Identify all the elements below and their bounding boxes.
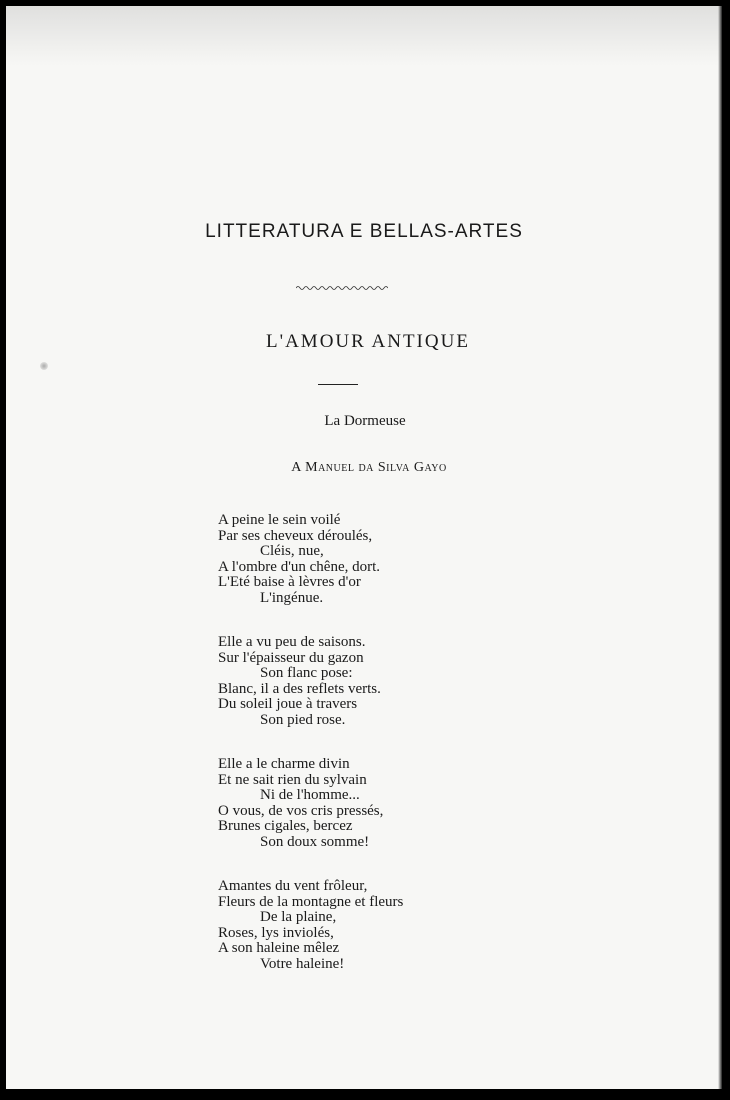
poem-line: L'ingénue.: [260, 589, 324, 606]
paper-speck: [40, 362, 48, 370]
poem-body: [218, 513, 518, 1001]
poem-line: Elle a le charme divin: [218, 756, 350, 772]
book-page: [6, 6, 722, 1089]
poem-line: Cléis, nue,: [260, 543, 324, 559]
poem-line: Votre haleine!: [260, 955, 345, 972]
poem-line: Brunes cigales, bercez: [218, 818, 353, 834]
poem-subtitle: La Dormeuse: [324, 413, 406, 429]
poem-line: Ni de l'homme...: [260, 787, 360, 803]
poem-line: Son doux somme!: [260, 833, 370, 850]
stanza-4: [218, 879, 518, 972]
stanza-3: [218, 757, 518, 850]
poem-line: Son flanc pose:: [260, 665, 353, 681]
poem-line: A son haleine mêlez: [218, 940, 340, 956]
poem-line: Et ne sait rien du sylvain: [218, 771, 367, 788]
wavy-ornament: [296, 284, 388, 292]
poem-line: L'Eté baise à lèvres d'or: [218, 574, 361, 590]
poem-line: Sur l'épaisseur du gazon: [218, 649, 364, 666]
poem-line: Fleurs de la montagne et fleurs: [218, 893, 404, 910]
poem-line: O vous, de vos cris pressés,: [218, 802, 384, 819]
poem-line: Par ses cheveux déroulés,: [218, 527, 373, 544]
poem-line: Amantes du vent frôleur,: [218, 878, 368, 894]
title-rule: [318, 384, 358, 387]
poem-title: L'AMOUR ANTIQUE: [266, 331, 470, 352]
stanza-1: [218, 513, 518, 606]
poem-line: Roses, lys inviolés,: [218, 924, 334, 941]
poem-line: De la plaine,: [260, 909, 337, 925]
poem-line: Son pied rose.: [260, 711, 346, 728]
poem-line: A l'ombre d'un chêne, dort.: [218, 558, 381, 575]
poem-line: Du soleil joue à travers: [218, 696, 358, 712]
page-edge-shadow: [718, 6, 722, 1089]
poem-line: Blanc, il a des reflets verts.: [218, 680, 381, 697]
stanza-2: [218, 635, 518, 728]
poem-dedication: A Manuel da Silva Gayo: [291, 460, 447, 475]
poem-line: Elle a vu peu de saisons.: [218, 634, 366, 650]
section-title: LITTERATURA E BELLAS-ARTES: [205, 221, 523, 242]
poem-line: A peine le sein voilé: [218, 512, 341, 528]
